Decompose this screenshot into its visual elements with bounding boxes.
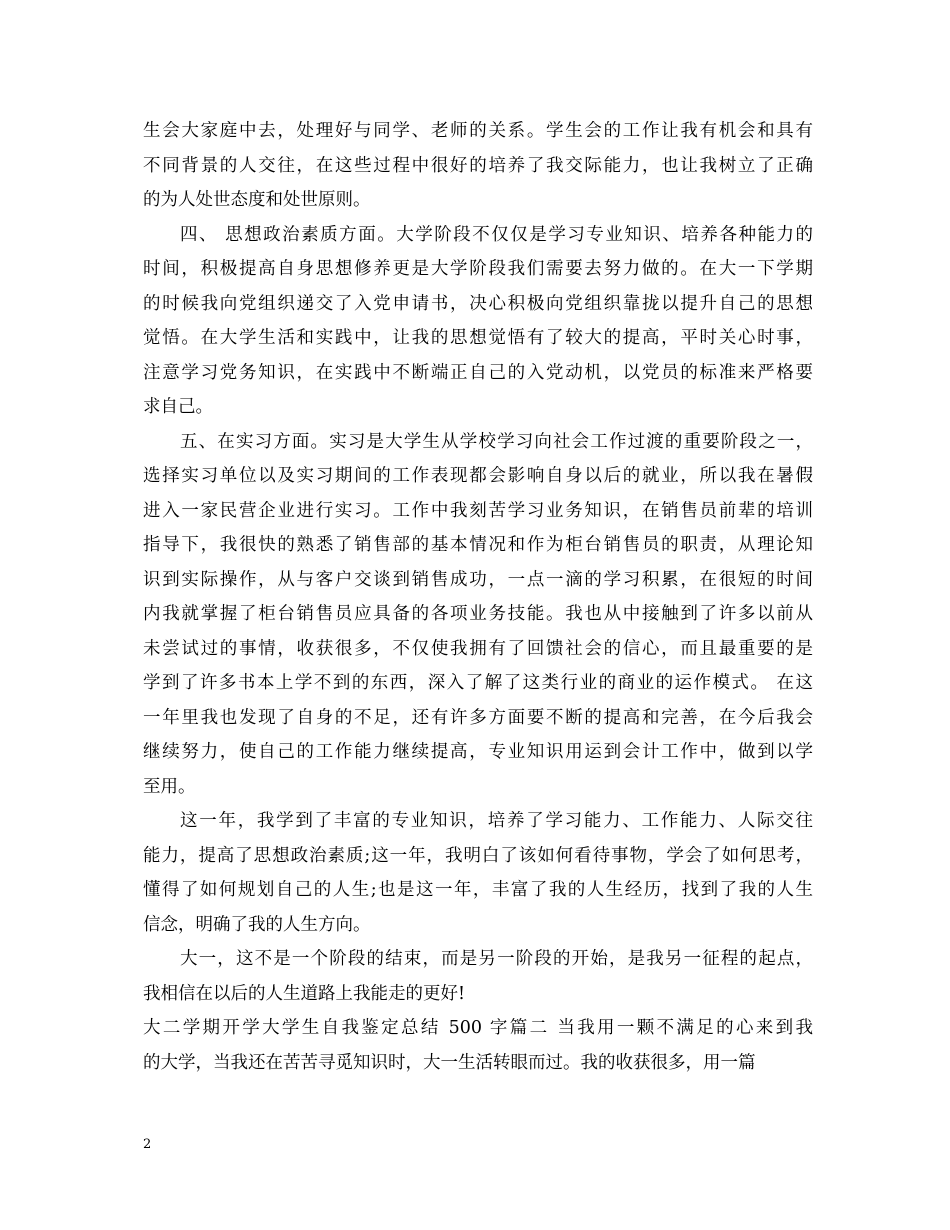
text-line: 的为人处世态度和处世原则。 — [143, 190, 371, 210]
text-line: 的大学，当我还在苦苦寻觅知识时，大一生活转眼而过。我的收获很多，用一篇 — [143, 1052, 756, 1073]
document-body — [143, 114, 813, 1080]
text-line: 未尝试过的事情，收获很多，不仅使我拥有了回馈社会的信心，而且最重要的是 — [143, 638, 813, 659]
text-line: 信念，明确了我的人生方向。 — [143, 914, 371, 935]
text-line: 指导下，我很快的熟悉了销售部的基本情况和作为柜台销售员的职责，从理论知 — [143, 535, 813, 555]
text-line: 内我就掌握了柜台销售员应具备的各项业务技能。我也从中接触到了许多以前从 — [143, 604, 813, 624]
text-line: 继续努力，使自己的工作能力继续提高，专业知识用运到会计工作中，做到以学 — [143, 742, 813, 762]
text-line: 觉悟。在大学生活和实践中，让我的思想觉悟有了较大的提高，平时关心时事， — [143, 328, 813, 348]
text-line: 大一，这不是一个阶段的结束，而是另一阶段的开始，是我另一征程的起点， — [180, 949, 813, 969]
text-line: 识到实际操作，从与客户交谈到销售成功，一点一滴的学习积累，在很短的时间 — [143, 569, 813, 590]
text-line: 进入一家民营企业进行实习。工作中我刻苦学习业务知识，在销售员前辈的培训 — [143, 500, 813, 521]
text-line: 注意学习党务知识，在实践中不断端正自己的入党动机，以党员的标准来严格要 — [143, 362, 813, 383]
text-line: 生会大家庭中去，处理好与同学、老师的关系。学生会的工作让我有机会和具有 — [143, 121, 813, 141]
text-line: 我相信在以后的人生道路上我能走的更好! — [143, 983, 466, 1004]
paragraph — [143, 425, 813, 805]
text-line: 选择实习单位以及实习期间的工作表现都会影响自身以后的就业，所以我在暑假 — [143, 466, 813, 486]
text-line: 不同背景的人交往，在这些过程中很好的培养了我交际能力，也让我树立了正确 — [143, 155, 813, 176]
text-line: 大二学期开学大学生自我鉴定总结 500 字篇二 当我用一颗不满足的心来到我 — [143, 1018, 813, 1038]
text-line: 五、在实习方面。实习是大学生从学校学习向社会工作过渡的重要阶段之一， — [180, 431, 813, 452]
text-line: 时间，积极提高自身思想修养更是大学阶段我们需要去努力做的。在大一下学期 — [143, 259, 813, 279]
text-line: 懂得了如何规划自己的人生;也是这一年，丰富了我的人生经历，找到了我的人生 — [143, 880, 813, 900]
text-line: 一年里我也发现了自身的不足，还有许多方面要不断的提高和完善，在今后我会 — [143, 707, 813, 728]
paragraph — [143, 114, 813, 218]
paragraph — [143, 942, 813, 1011]
text-line: 四、 思想政治素质方面。大学阶段不仅仅是学习专业知识、培养各种能力的 — [180, 224, 813, 245]
paragraph — [143, 218, 813, 425]
paragraph — [143, 1011, 813, 1080]
text-line: 学到了许多书本上学不到的东西，深入了解了这类行业的商业的运作模式。 在这 — [143, 673, 813, 693]
text-line: 这一年，我学到了丰富的专业知识，培养了学习能力、工作能力、人际交往 — [180, 811, 813, 831]
text-line: 能力，提高了思想政治素质;这一年，我明白了该如何看待事物，学会了如何思考， — [143, 845, 813, 866]
paragraph — [143, 804, 813, 942]
text-line: 至用。 — [143, 776, 196, 797]
page-number: 2 — [143, 1137, 152, 1152]
text-line: 求自己。 — [143, 397, 213, 417]
text-line: 的时候我向党组织递交了入党申请书，决心积极向党组织靠拢以提升自己的思想 — [143, 293, 813, 314]
